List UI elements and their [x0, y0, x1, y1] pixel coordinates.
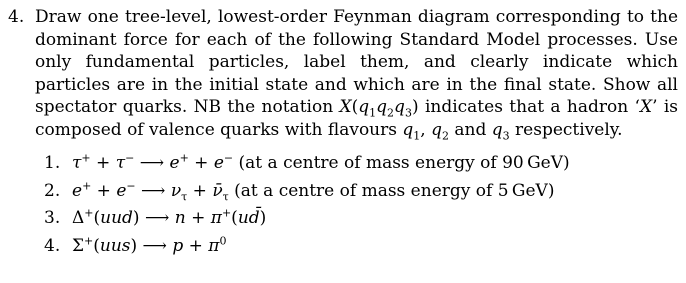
charge: 0 — [219, 233, 227, 247]
electron: e — [213, 153, 224, 173]
electron: e — [169, 153, 180, 173]
neutrino: ν — [170, 180, 182, 201]
subscript: 2 — [387, 106, 395, 120]
charge: + — [84, 233, 94, 247]
question-text-part: , — [420, 119, 432, 140]
paren-close: ) — [130, 235, 138, 256]
subscript: 2 — [441, 129, 449, 143]
process-item-3 — [44, 207, 664, 235]
paren-close: ) — [259, 208, 267, 228]
quark-content: uud — [100, 208, 133, 228]
quark-q: q — [394, 97, 405, 118]
pion: π — [210, 208, 222, 228]
plus: + — [183, 235, 209, 256]
quark-content: ud̄ — [237, 208, 260, 228]
process-list — [44, 152, 664, 262]
plus: + — [90, 153, 116, 173]
flavour: τ — [222, 189, 229, 203]
quark-q: q — [431, 119, 442, 140]
arrow: ⟶ — [137, 235, 173, 256]
electron: e — [116, 180, 127, 201]
paren-open: ( — [93, 208, 101, 228]
charge: + — [179, 151, 189, 165]
process-number: 2. — [44, 180, 61, 201]
subscript: 3 — [404, 106, 412, 120]
flavour: τ — [181, 189, 188, 203]
antineutrino: ν̄ — [212, 180, 223, 201]
question-text — [35, 6, 678, 142]
plus: + — [188, 153, 214, 173]
electron: e — [72, 180, 83, 201]
paren-close: ) — [411, 97, 419, 118]
question-text-part: and — [448, 119, 492, 140]
quark-q: q — [358, 97, 370, 118]
energy-note: (at a centre of mass energy of 90 GeV) — [233, 153, 570, 173]
sigma-baryon: Σ — [72, 235, 85, 256]
tau: τ — [115, 153, 126, 173]
hadron-symbol: X — [639, 97, 653, 118]
quark-q: q — [376, 97, 388, 118]
paren-close: ) — [132, 208, 140, 228]
paren-open: ( — [351, 97, 359, 118]
question-text-part: respectively. — [509, 119, 623, 140]
quark-q: q — [491, 119, 503, 140]
quark-content: uus — [99, 235, 131, 256]
charge: + — [84, 206, 94, 220]
process-number: 4. — [44, 235, 61, 256]
process-number: 1. — [44, 153, 61, 173]
question-text-part: ’ is composed of valence quarks with flavours — [35, 97, 678, 140]
arrow: ⟶ — [135, 180, 171, 201]
process-item-1 — [44, 152, 664, 180]
neutron: n — [174, 208, 186, 228]
paren-open: ( — [231, 208, 238, 228]
question-text-main: Draw one tree-level, lowest-order Feynman diagram corresponding to the dominant force for each of the following Standard Model processes. Use only fundamental particles, label them, and clearly indicate which particles are in the initial state and which are in the final state. Show all spectator quarks. NB the notation — [35, 7, 678, 118]
quark-q: q — [402, 119, 414, 140]
process-item-4 — [44, 235, 664, 263]
hadron-symbol: X — [339, 97, 352, 118]
charge: − — [125, 151, 135, 165]
tau: τ — [72, 153, 82, 173]
question-4 — [8, 6, 678, 142]
energy-note: (at a centre of mass energy of 5 GeV) — [228, 180, 555, 201]
plus: + — [185, 208, 211, 228]
process-item-2 — [44, 180, 664, 208]
proton: p — [172, 235, 184, 256]
plus: + — [91, 180, 117, 201]
paren-open: ( — [93, 235, 100, 256]
charge: − — [223, 151, 234, 165]
pion: π — [208, 235, 220, 256]
charge: + — [221, 206, 232, 220]
charge: + — [81, 151, 91, 165]
subscript: 3 — [502, 129, 510, 143]
arrow: ⟶ — [134, 153, 170, 173]
delta-baryon: Δ — [72, 208, 85, 228]
arrow: ⟶ — [139, 208, 175, 228]
subscript: 1 — [413, 129, 421, 143]
process-number: 3. — [44, 208, 61, 228]
subscript: 1 — [369, 106, 377, 120]
charge: + — [82, 178, 92, 192]
charge: − — [126, 178, 136, 192]
question-text-part: indicates that a hadron ‘ — [418, 97, 640, 118]
plus: + — [187, 180, 213, 201]
question-number: 4. — [8, 7, 25, 27]
